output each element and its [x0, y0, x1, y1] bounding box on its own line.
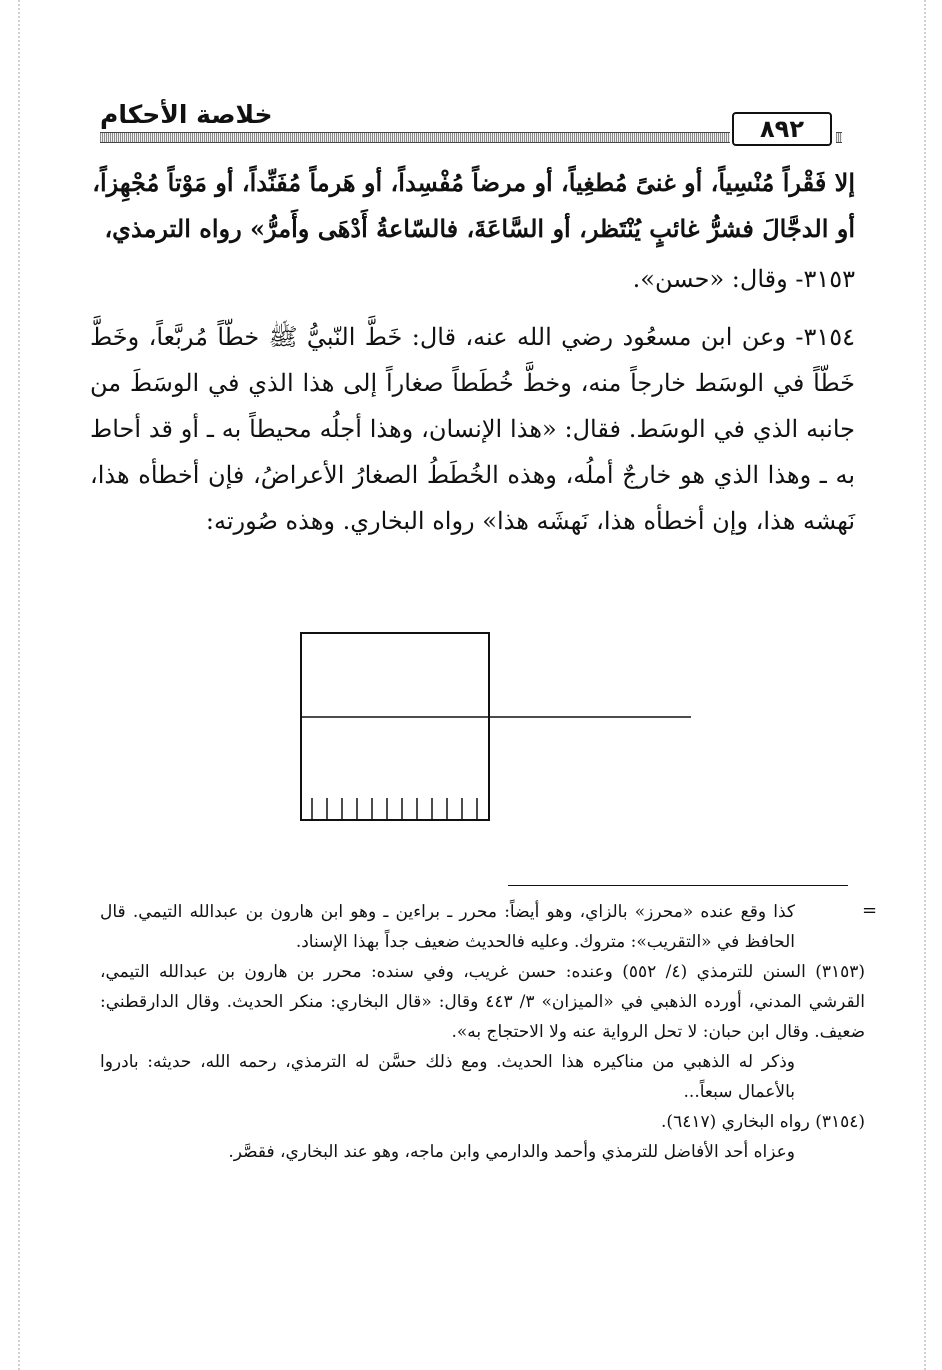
- footnotes: [100, 897, 865, 1167]
- hadith-3154: ٣١٥٤- وعن ابن مسعُود رضي الله عنه، قال: خَطَّ النّبيُّ ﷺ خطّاً مُربَّعاً، وخَطَّ خَطّاً في الوسَط خارجاً منه، وخطَّ خُطَطاً صغاراً إلى هذا الذي في الوسَطَ من جانبه الذي في الوسَط. فقال: «هذا الإنسان، وهذا أجلُه محيطاً به ـ أو قد أحاط به ـ وهذا الذي هو خارجٌ أملُه، وهذه الخُطَطُ الصغارُ الأعراضُ، فإن أخطأه هذا، نَهشه هذا، وإن أخطأه هذا، نَهشَه هذا» رواه البخاري. وهذه صُورته:: [90, 323, 856, 535]
- paragraph-line: إلا فَقْراً مُنْسِياً، أو غنىً مُطغِياً، أو مرضاً مُفْسِداً، أو هَرماً مُفَنِّداً، أو مَوْتاً مُجْهِزاً،: [92, 168, 855, 197]
- footnote-separator: [508, 885, 848, 886]
- square-outline: [301, 633, 489, 820]
- footnote-3153: (٣١٥٣) السنن للترمذي (٤/ ٥٥٢) وعنده: حسن غريب، وفي سنده: محرر بن هارون بن عبدالله التيمي، القرشي المدني، أورده الذهبي في «الميزان» ٣/ ٤٤٣ وقال: «قال البخاري: منكر الحديث. وقال الدارقطني: ضعيف. وقال ابن حبان: لا تحل الرواية عنه ولا الاحتجاج به».: [100, 962, 865, 1042]
- page-number: ٨٩٢: [732, 112, 832, 146]
- hadith-3153: ٣١٥٣- وقال: «حسن».: [632, 265, 855, 293]
- hadith-diagram: [295, 628, 695, 823]
- margin-dots: [924, 0, 926, 1370]
- header-rule: [100, 132, 730, 143]
- footnote-3154: (٣١٥٤) رواه البخاري (٦٤١٧).: [661, 1112, 865, 1132]
- margin-dots: [18, 0, 20, 1370]
- footnote-continued: كذا وقع عنده «محرز» بالزاي، وهو أيضاً: محرر ـ براءين ـ وهو ابن هارون بن عبدالله التيمي. قال الحافظ في «التقريب»: متروك. وعليه فالحديث ضعيف جداً بهذا الإسناد.: [100, 902, 795, 952]
- small-lines: [312, 798, 477, 820]
- footnote-3154-note: وعزاه أحد الأفاضل للترمذي وأحمد والدارمي وابن ماجه، وهو عند البخاري، فقصَّر.: [228, 1142, 795, 1162]
- continuation-marker: =: [862, 900, 878, 921]
- main-text: [90, 160, 855, 544]
- header-rule-end: [836, 132, 842, 143]
- paragraph-line: أو الدجَّالَ فشرُّ غائبٍ يُنْتَظر، أو السَّاعَةَ، فالسّاعةُ أَدْهَى وأَمرُّ» رواه الترمذي،: [104, 214, 855, 243]
- header-title: خلاصة الأحكام: [100, 100, 273, 129]
- page-header: [100, 100, 842, 150]
- footnote-3153-note: وذكر له الذهبي من مناكيره هذا الحديث. ومع ذلك حسَّن له الترمذي، رحمه الله، حديثه: بادروا بالأعمال سبعاً...: [100, 1052, 795, 1102]
